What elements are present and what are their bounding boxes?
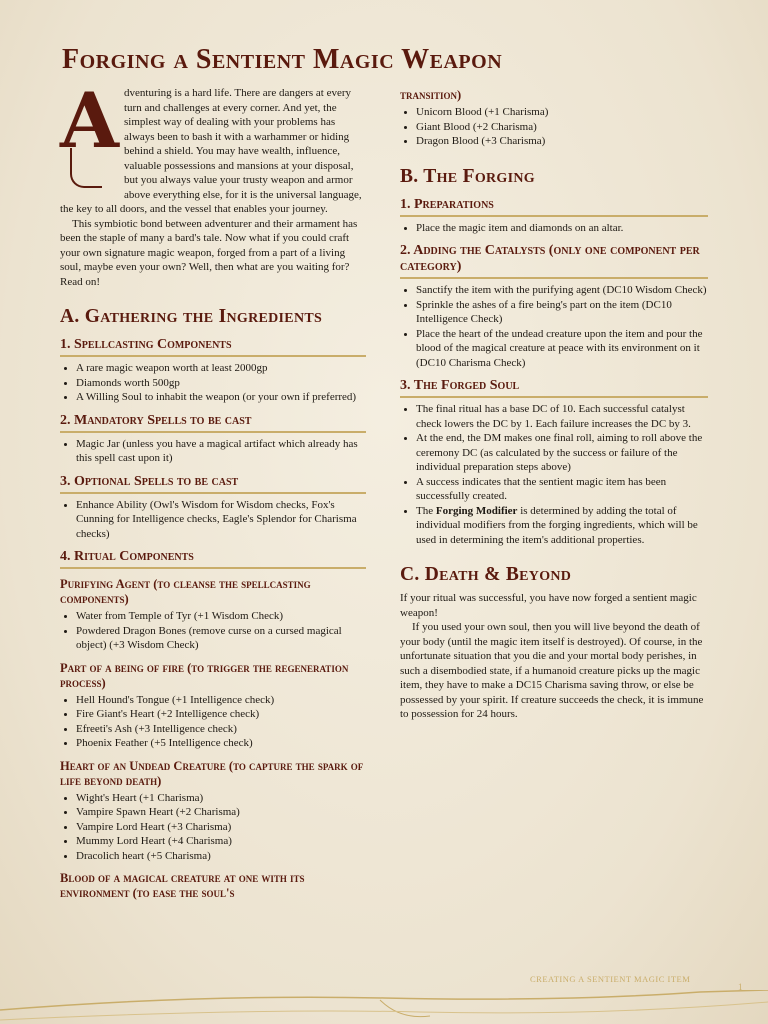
list-item: • Fire Giant's Heart (+2 Intelligence check) — [76, 707, 366, 722]
list-item: • Dracolich heart (+5 Charisma) — [76, 849, 366, 864]
list-item: • At the end, the DM makes one final roll, aiming to roll above the ceremony DC (as calculated by the success or failure of the individual preparation steps above) — [416, 431, 708, 475]
preparations-heading: 1. Preparations — [400, 197, 708, 217]
undead-heart-list — [60, 791, 366, 864]
footer-title: CREATING A SENTIENT MAGIC ITEM — [530, 974, 691, 984]
list-item: • Diamonds worth 500gp — [76, 376, 366, 391]
catalysts-heading: 2. Adding the Catalysts (only one component per category) — [400, 243, 708, 279]
forging-modifier-term: Forging Modifier — [435, 504, 518, 517]
fire-being-list — [60, 693, 366, 751]
forged-soul-heading: 3. The Forged Soul — [400, 378, 708, 398]
list-item: • Powdered Dragon Bones (remove curse on a cursed magical object) (+3 Wisdom Check) — [76, 624, 366, 653]
page-number: 1 — [738, 982, 743, 992]
footer-ornament — [0, 990, 768, 1024]
magical-blood-heading: Blood of a magical creature at one with its environment (to ease the soul's — [60, 871, 305, 900]
intro-paragraph — [60, 76, 366, 217]
purifying-agent-list — [60, 609, 366, 653]
list-item: • Dragon Blood (+3 Charisma) — [416, 134, 708, 149]
purifying-agent-heading: Purifying Agent (to cleanse the spellcasting components) — [60, 577, 311, 606]
list-item: • Vampire Spawn Heart (+2 Charisma) — [76, 805, 366, 820]
spellcasting-components-heading: 1. Spellcasting Components — [60, 337, 366, 357]
undead-heart-heading: Heart of an Undead Creature (to capture the spark of life beyond death) — [60, 758, 364, 788]
left-column — [60, 76, 366, 903]
section-b-heading: B. The Forging — [400, 165, 535, 187]
forged-soul-list — [400, 402, 708, 547]
catalysts-list — [400, 283, 708, 370]
death-paragraph-2: If you used your own soul, then you will live beyond the death of your body (until the magic item itself is destroyed). Of course, in the unfortunate situation that you die and your mortal body perishes, in such a disembodied state, if a humanoid creature picks up the magic item, they have to make a DC15 Charisma saving throw, or else be possessed by your spirit. If creature succeeds the check, it is immune to possession for 24 hours. — [400, 621, 704, 720]
list-item: • Place the magic item and diamonds on an altar. — [416, 221, 708, 236]
list-item: • Hell Hound's Tongue (+1 Intelligence check) — [76, 693, 366, 708]
list-item: • A success indicates that the sentient magic item has been successfully created. — [416, 475, 708, 504]
ritual-components-heading: 4. Ritual Components — [60, 549, 366, 569]
magical-blood-list — [400, 105, 708, 149]
forging-modifier-pre: The — [416, 504, 436, 517]
list-item: • Vampire Lord Heart (+3 Charisma) — [76, 820, 366, 835]
list-item: • Sprinkle the ashes of a fire being's part on the item (DC10 Intelligence Check) — [416, 298, 708, 327]
list-item: • Wight's Heart (+1 Charisma) — [76, 791, 366, 806]
list-item: • Mummy Lord Heart (+4 Charisma) — [76, 834, 366, 849]
magical-blood-heading-continued: transition) — [400, 88, 462, 102]
spellcasting-components-list — [60, 361, 366, 405]
list-item — [416, 504, 708, 548]
forging-modifier-post: is determined by adding the total of individual modifiers from the forging ingredients, which will be used in determining the item's additional properties. — [416, 504, 698, 546]
list-item: • A rare magic weapon worth at least 2000gp — [76, 361, 366, 376]
list-item: • Sanctify the item with the purifying agent (DC10 Wisdom Check) — [416, 283, 708, 298]
fire-being-heading: Part of a being of fire (to trigger the regeneration process) — [60, 660, 349, 690]
list-item: • Unicorn Blood (+1 Charisma) — [416, 105, 708, 120]
list-item: • Phoenix Feather (+5 Intelligence check) — [76, 736, 366, 751]
list-item: • Magic Jar (unless you have a magical artifact which already has this spell cast upon it) — [76, 437, 366, 466]
optional-spells-heading: 3. Optional Spells to be cast — [60, 474, 366, 494]
list-item: • Water from Temple of Tyr (+1 Wisdom Check) — [76, 609, 366, 624]
mandatory-spells-list — [60, 437, 366, 466]
optional-spells-list — [60, 498, 366, 542]
preparations-list — [400, 221, 708, 236]
list-item: • The final ritual has a base DC of 10. Each successful catalyst check lowers the DC by 1. Each failure increases the DC by 3. — [416, 402, 708, 431]
list-item: • Enhance Ability (Owl's Wisdom for Wisdom checks, Fox's Cunning for Intelligence checks, Eagle's Splendor for Charisma checks) — [76, 498, 366, 542]
intro-text: dventuring is a hard life. There are dangers at every turn and challenges at every corner. And yet, the simplest way of dealing with your problems has always been to bash it with a warhammer or hiding behind a shield. You may have wealth, influence, valuable possessions and mansions at your disposal, but you always value your trusty weapon and armor above everything else, for it is the universal language, the key to all doors, and the vessel that enables your journey. — [60, 87, 362, 215]
list-item: • Efreeti's Ash (+3 Intelligence check) — [76, 722, 366, 737]
right-column — [400, 88, 708, 722]
mandatory-spells-heading: 2. Mandatory Spells to be cast — [60, 413, 366, 433]
dropcap-letter: A — [60, 88, 118, 192]
section-c-heading: C. Death & Beyond — [400, 564, 572, 585]
death-paragraph-1: If your ritual was successful, you have now forged a sentient magic weapon! — [400, 592, 697, 619]
page-title: Forging a Sentient Magic Weapon — [62, 44, 503, 75]
list-item: • A Willing Soul to inhabit the weapon (or your own if preferred) — [76, 390, 366, 405]
list-item: • Giant Blood (+2 Charisma) — [416, 120, 708, 135]
intro-paragraph-2: This symbiotic bond between adventurer and their armament has been the staple of many a bard's tale. Now what if you could craft your own signature magic weapon, forged from a part of a living soul, maybe even your own? Well, then what are you waiting for? Read on! — [60, 217, 358, 288]
list-item: • Place the heart of the undead creature upon the item and pour the blood of the magical creature at peace with its environment on it (DC10 Charisma Check) — [416, 327, 708, 371]
section-a-heading: A. Gathering the Ingredients — [60, 306, 323, 327]
